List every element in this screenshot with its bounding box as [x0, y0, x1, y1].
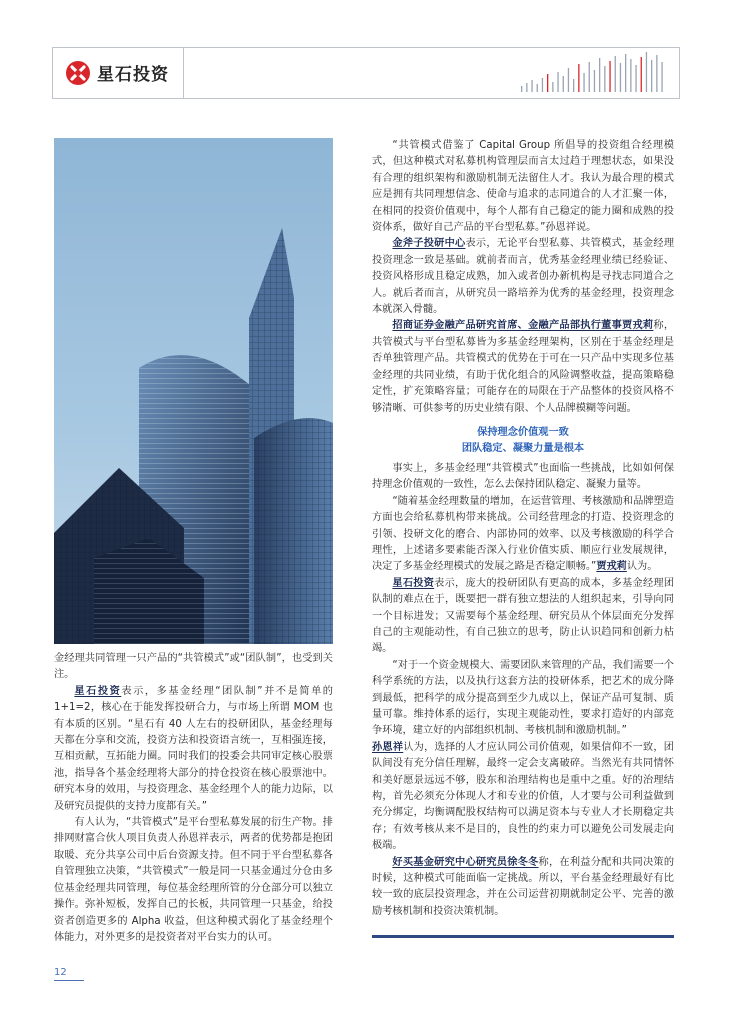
- paragraph: [372, 855, 674, 921]
- decorative-bar: [641, 57, 642, 92]
- org-name: 星石投资: [74, 685, 122, 697]
- decorative-bar: [604, 66, 605, 92]
- paragraph-text: 表示，多基金经理“团队制”并不是简单的1+1=2，核心在于能发挥投研合力，与市场上所谓 MOM 也有本质的区别。“星石有 40 人左右的投研团队，基金经理每天都在分享和交流，投资方法和投资语言统一，互相强连接，互相贡献，互拓能力圈。同时我们的投委会共同审定核心股票池，指导各个基金经理将大部分的持仓投资在核心股票池中。研究本身的效用，与投资理念、基金经理个人的能力边际，以及研究员提供的支持力度都有关。”: [54, 685, 333, 812]
- decorative-bar: [620, 63, 621, 92]
- paragraph: [372, 236, 674, 318]
- paragraph-text: 表示，无论平台型私募、共管模式，基金经理投资理念一致是基础。就前者而言，优秀基金经理业绩已经验证、投资风格形成且稳定成熟，加入或者创办新机构是寻找志同道合之人。就后者而言，从研究员一路培养为优秀的基金经理，投资理念本就深入骨髓。: [372, 238, 675, 316]
- paragraph-text: 称，在利益分配和共同决策的时候，这种模式可能面临一定挑战。所以，平台基金经理最好有比较一致的底层投资理念，并在公司运营初期就制定公平、完善的激励考核机制和投资决策机制。: [372, 856, 675, 917]
- decorative-bar: [635, 65, 636, 92]
- brand-logo: [53, 48, 184, 98]
- decorative-bar: [547, 74, 548, 92]
- paragraph: 有人认为，“共管模式”是平台型私募发展的衍生产物。排排网财富合伙人项目负责人孙恩祥表示，两者的优势都是抱团取暖、充分共享公司中后台资源支持。但不同于平台型私募各自管理独立决策，“共管模式”一般是同一只基金通过分仓由多位基金经理共同管理，每位基金经理所管的分仓部分可以独立操作。弥补短板，发挥自己的长板，共同管理一只基金，给投资者创造更多的 Alpha 收益，但这种模式弱化了基金经理个体能力，对外更多的是投资者对平台实力的认可。: [54, 817, 333, 943]
- decorative-bars: [519, 52, 669, 92]
- paragraph: “共管模式借鉴了 Capital Group 所倡导的投资组合经理模式，但这种模式对私募机构管理层而言太过趋于理想状态，如果没有合理的组织架构和激励机制无法留住人才。我认为最合理的模式应是拥有共同理想信念、使命与追求的志同道合的人才汇聚一体，在相同的投资价值观中，每个人都有自己稳定的能力圈和成熟的投资体系，做好自己产品的平台型私募。”孙恩祥说。: [372, 140, 674, 234]
- paragraph: [54, 684, 333, 815]
- right-text-column: [372, 138, 674, 920]
- person-name: 贾戎莉: [596, 561, 627, 573]
- brand-name: 星石投资: [97, 65, 169, 85]
- paragraph: [372, 494, 674, 576]
- decorative-bar: [661, 62, 662, 92]
- paragraph: 事实上，多基金经理“共管模式”也面临一些挑战，比如如何保持理念价值观的一致性，怎么去保持团队稳定、凝聚力量等。: [372, 462, 674, 491]
- decorative-bar: [563, 76, 564, 92]
- decorative-bar: [646, 52, 647, 92]
- footer-rule: [372, 935, 674, 938]
- decorative-bar: [651, 60, 652, 92]
- paragraph: [372, 740, 674, 855]
- decorative-bar: [537, 84, 538, 92]
- paragraph: 金经理共同管理一只产品的“共管模式”或“团队制”，也受到关注。: [54, 653, 333, 681]
- decorative-bar: [589, 62, 590, 92]
- decorative-bar: [625, 54, 626, 92]
- section-title: [372, 425, 674, 457]
- org-name: 金斧子投研中心: [392, 238, 466, 250]
- paragraph-text: “随着基金经理数量的增加，在运营管理、考核激励和品牌塑造方面也会给私募机构带来挑战。公司经营理念的打造、投资理念的引领、投研文化的磨合、内部协同的效率、以及考核激励的科学合理性，上述诸多要素能否深入行业价值实质、顺应行业发展规律，决定了多基金经理模式的发展之路是否稳定顺畅。”: [372, 495, 674, 573]
- decorative-bar: [573, 79, 574, 92]
- page-number: 12: [54, 967, 67, 978]
- logo-mark-icon: [66, 61, 90, 85]
- paragraph-text: 表示，庞大的投研团队有更高的成本，多基金经理团队制的难点在于，既要把一群有独立想法的人组织起来，引导向同一个目标进发；又需要每个基金经理、研究员从个体层面充分发挥自己的主观能动性，有自己独立的思考，防止认识趋同和创新力枯竭。: [372, 577, 675, 655]
- person-name: 招商证券金融产品研究首席、金融产品部执行董事贾戎莉: [392, 320, 654, 332]
- decorative-bar: [568, 68, 569, 92]
- decorative-bar: [521, 86, 522, 92]
- decorative-bar: [552, 82, 553, 92]
- decorative-bar: [599, 58, 600, 92]
- paragraph: [372, 318, 674, 416]
- person-name: 孙恩祥: [372, 741, 404, 753]
- paragraph: [372, 576, 674, 658]
- paragraph: “对于一个资金规模大、需要团队来管理的产品，我们需要一个科学系统的方法，以及执行这套方法的投研体系，把艺术的成分降到最低，把科学的成分提高到至少九成以上，保证产品可复制、质量可靠。维持体系的运行，实现主观能动性，要求打造好的内部竞争环境，建立好的内部组织机制、考核机制和激励机制。”: [372, 659, 674, 737]
- paragraph-text: 认为。: [626, 561, 658, 573]
- paragraph-text: 称，共管模式与平台型私募皆为多基金经理架构，区别在于基金经理是否单独管理产品。共管模式的优势在于可在一只产品中实现多位基金经理的共同业绩，有助于优化组合的风险调整收益，提高策略稳定性，扩充策略容量；可能存在的局限在于产品整体的投资风格不够清晰、可供参考的历史业绩有限、个人品牌模糊等问题。: [372, 320, 675, 414]
- person-name: 好买基金研究中心研究员徐冬冬: [392, 856, 539, 868]
- section-title-line-2: 团队稳定、凝聚力量是根本: [461, 442, 585, 454]
- left-text-column: [54, 651, 333, 946]
- section-title-line-1: 保持理念价值观一致: [477, 426, 569, 438]
- decorative-bar: [542, 78, 543, 92]
- org-name: 星石投资: [392, 577, 435, 589]
- decorative-bar: [630, 59, 631, 92]
- decorative-bar: [583, 73, 584, 92]
- decorative-bar: [578, 64, 579, 92]
- decorative-bar: [656, 55, 657, 92]
- decorative-bar: [615, 56, 616, 92]
- paragraph-text: 认为，选择的人才应认同公司价值观，如果信仰不一致，团队间没有充分信任理解，最终一定会支离破碎。当然光有共同情怀和美好愿景远远不够，股东和治理结构也是重中之重。好的治理结构，首先必须充分体现人才和专业的价值，人才要与公司利益做到充分绑定，均衡调配股权结构可以满足资本与专业人才长期稳定共存；有效考核从来不是目的，良性的约束力可以避免公司发展走向极端。: [372, 741, 674, 852]
- skyscraper-photo: [54, 138, 333, 644]
- decorative-bar: [609, 61, 610, 92]
- decorative-bar: [557, 72, 558, 92]
- decorative-bar: [531, 80, 532, 92]
- decorative-bar: [594, 70, 595, 92]
- page-header: [52, 47, 680, 99]
- decorative-bar: [526, 83, 527, 92]
- page-number-underline: [54, 980, 84, 981]
